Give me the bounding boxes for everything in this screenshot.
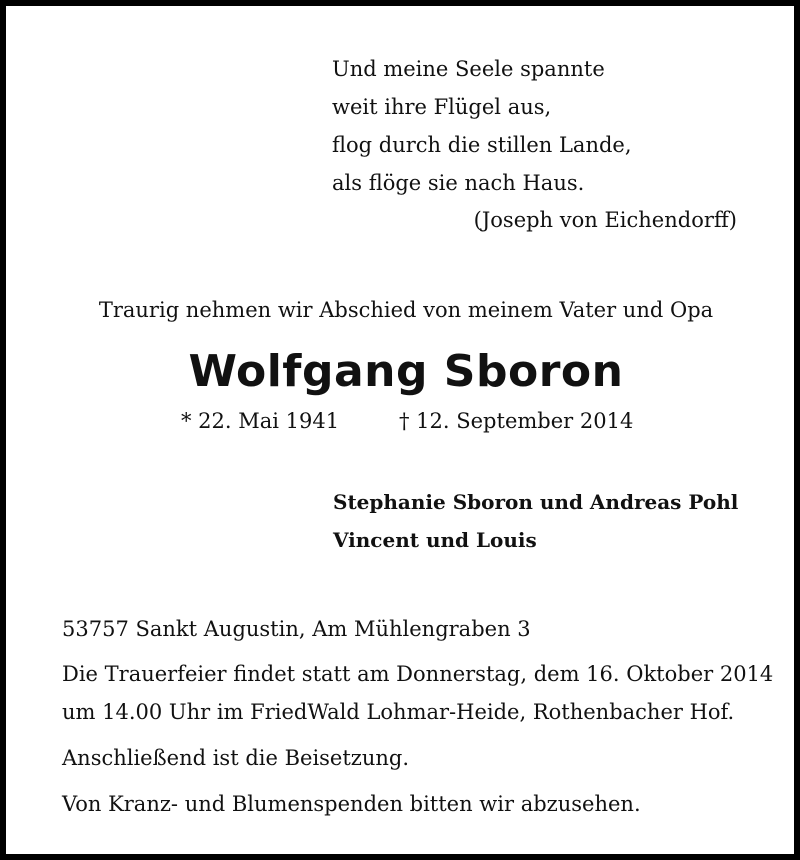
address-line: 53757 Sankt Augustin, Am Mühlengraben 3 — [62, 617, 531, 641]
birth-date: * 22. Mai 1941 — [181, 409, 340, 433]
ceremony-line-1: Die Trauerfeier findet statt am Donnerstag, dem 16. Oktober 2014 — [62, 662, 774, 686]
ceremony-line-2: um 14.00 Uhr im FriedWald Lohmar-Heide, Rothenbacher Hof. — [62, 700, 735, 724]
mourner-line-1: Stephanie Sboron und Andreas Pohl — [333, 490, 739, 514]
mourner-line-2: Vincent und Louis — [333, 528, 537, 552]
poem-line-3: flog durch die stillen Lande, — [332, 133, 632, 157]
poem-line-1: Und meine Seele spannte — [332, 57, 605, 81]
flowers-line: Von Kranz- und Blumenspenden bitten wir abzusehen. — [62, 792, 641, 816]
poem-line-2: weit ihre Flügel aus, — [332, 95, 552, 119]
poem-attribution: (Joseph von Eichendorff) — [473, 208, 737, 232]
burial-line: Anschließend ist die Beisetzung. — [62, 746, 410, 770]
deceased-name: Wolfgang Sboron — [188, 346, 624, 397]
intro-line: Traurig nehmen wir Abschied von meinem Vater und Opa — [98, 298, 714, 322]
death-date: † 12. September 2014 — [399, 409, 634, 433]
poem-line-4: als flöge sie nach Haus. — [332, 171, 585, 195]
